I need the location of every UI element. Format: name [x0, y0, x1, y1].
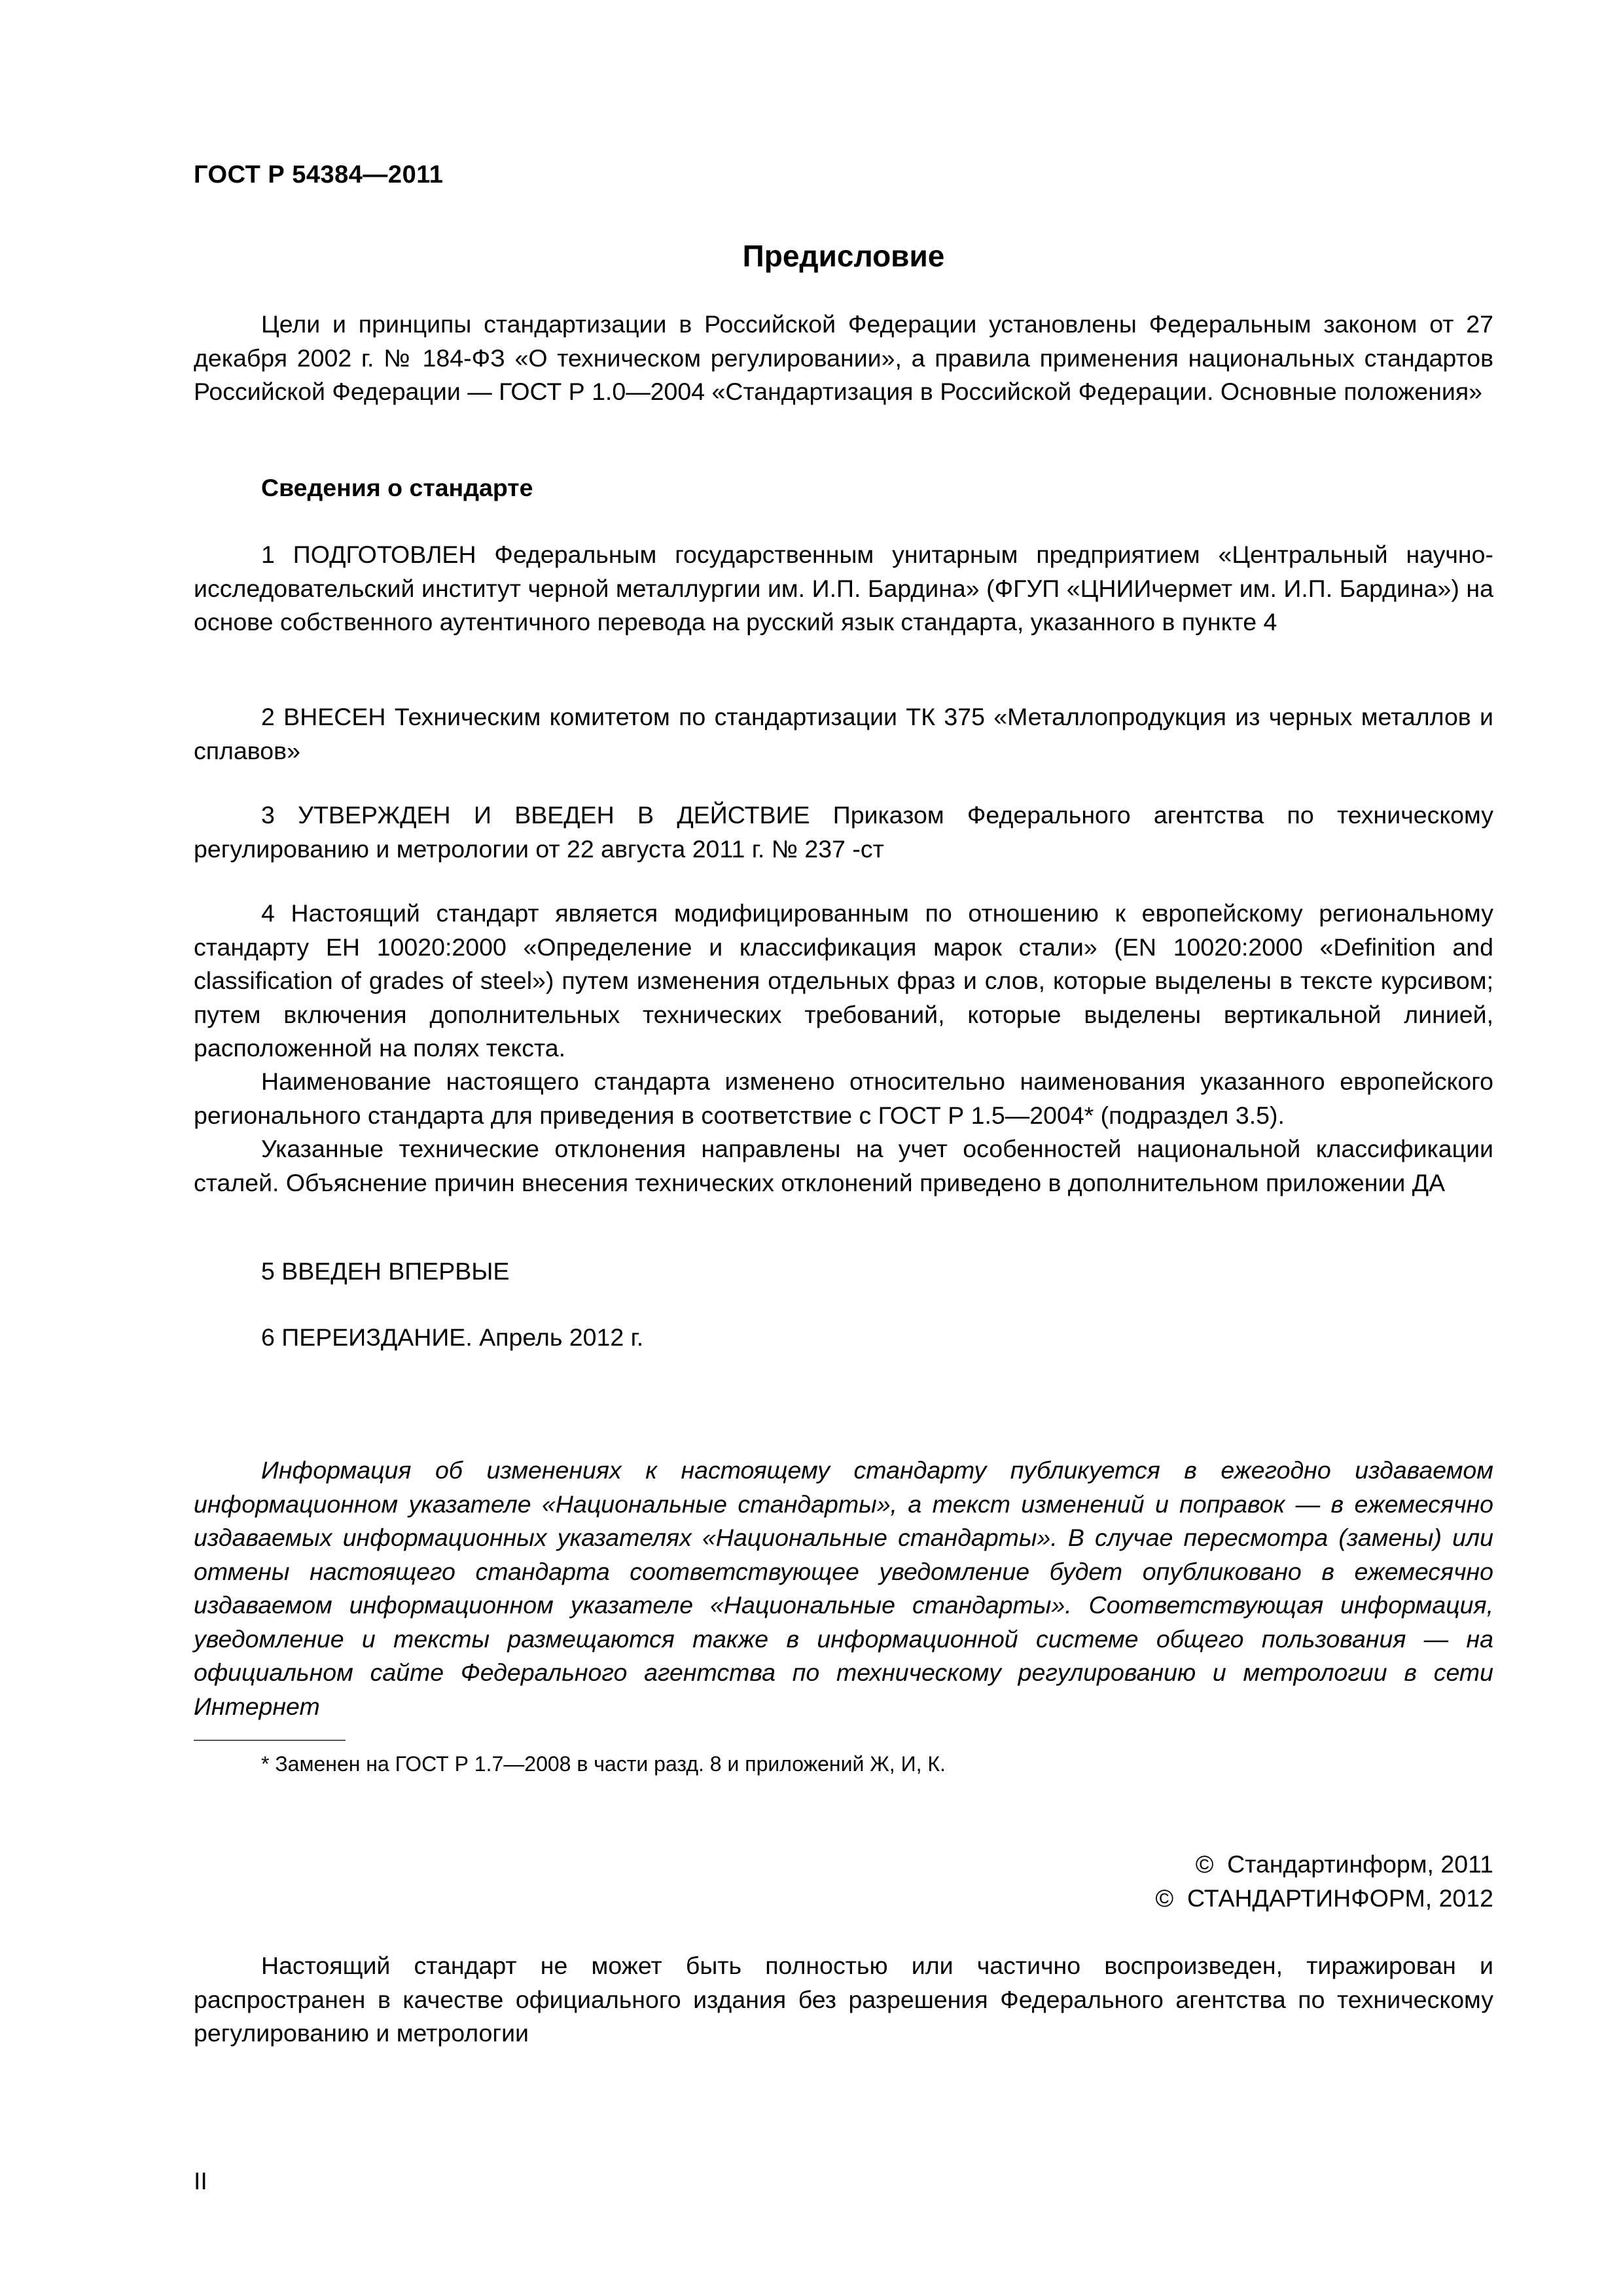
item-4-deviations: Указанные технические отклонения направлены на учет особенностей национальной классификации сталей. Объяснение причин внесения технических отклонений приведено в дополнительном приложении ДА	[194, 1135, 1493, 1196]
page-title: Предисловие	[742, 239, 945, 273]
document-page	[194, 0, 1493, 2296]
rights-notice: Настоящий стандарт не может быть полностью или частично воспроизведен, тиражирован и распространен в качестве официального издания без разрешения Федерального агентства по техническому регулированию и метрологии	[194, 1952, 1493, 2047]
document-code: ГОСТ Р 54384—2011	[194, 161, 444, 188]
footnote: * Заменен на ГОСТ Р 1.7—2008 в части разд. 8 и приложений Ж, И, К.	[261, 1752, 946, 1776]
item-3-approved: 3 УТВЕРЖДЕН И ВВЕДЕН В ДЕЙСТВИЕ Приказом Федерального агентства по техническому регулированию и метрологии от 22 августа 2011 г. № 237 -ст	[194, 801, 1493, 863]
copyright-2012: © СТАНДАРТИНФОРМ, 2012	[1155, 1884, 1493, 1912]
info-heading: Сведения о стандарте	[261, 474, 533, 501]
copyright-2011: © Стандартинформ, 2011	[1195, 1850, 1493, 1878]
item-4-title-change: Наименование настоящего стандарта изменено относительно наименования указанного европейского регионального стандарта для приведения в соответствие с ГОСТ Р 1.5—2004* (подраздел 3.5).	[194, 1067, 1493, 1129]
intro-paragraph: Цели и принципы стандартизации в Российской Федерации установлены Федеральным законом от 27 декабря 2002 г. № 184-ФЗ «О техническом регулировании», а правила применения национальных стандартов Российской Федерации — ГОСТ Р 1.0—2004 «Стандартизация в Российской Федерации. Основные положения»	[194, 310, 1493, 405]
page-number: II	[194, 2167, 207, 2195]
item-2-submitted: 2 ВНЕСЕН Техническим комитетом по стандартизации ТК 375 «Металлопродукция из черных металлов и сплавов»	[194, 703, 1493, 764]
footnote-divider	[194, 1740, 346, 1741]
item-1-prepared: 1 ПОДГОТОВЛЕН Федеральным государственным унитарным предприятием «Центральный научно-исследовательский институт черной металлургии им. И.П. Бардина» (ФГУП «ЦНИИчермет им. И.П. Бардина») на основе собственного аутентичного перевода на русский язык стандарта, указанного в пункте 4	[194, 541, 1493, 636]
item-6-reissue: 6 ПЕРЕИЗДАНИЕ. Апрель 2012 г.	[261, 1323, 644, 1351]
changes-notice: Информация об изменениях к настоящему стандарту публикуется в ежегодно издаваемом информационном указателе «Национальные стандарты», а текст изменений и поправок — в ежемесячно издаваемых информационных указателях «Национальные стандарты». В случае пересмотра (замены) или отмены настоящего стандарта соответствующее уведомление будет опубликовано в ежемесячно издаваемом информационном указателе «Национальные стандарты». Соответствующая информация, уведомление и тексты размещаются также в информационной системе общего пользования — на официальном сайте Федерального агентства по техническому регулированию и метрологии в сети Интернет	[194, 1456, 1493, 1720]
item-5-first-introduced: 5 ВВЕДЕН ВПЕРВЫЕ	[261, 1257, 510, 1285]
item-4-modification: 4 Настоящий стандарт является модифицированным по отношению к европейскому региональному стандарту ЕН 10020:2000 «Определение и классификация марок стали» (EN 10020:2000 «Definition and classification of grades of steel») путем изменения отдельных фраз и слов, которые выделены в тексте курсивом; путем включения дополнительных технических требований, которые выделены вертикальной линией, расположенной на полях текста.	[194, 899, 1493, 1062]
